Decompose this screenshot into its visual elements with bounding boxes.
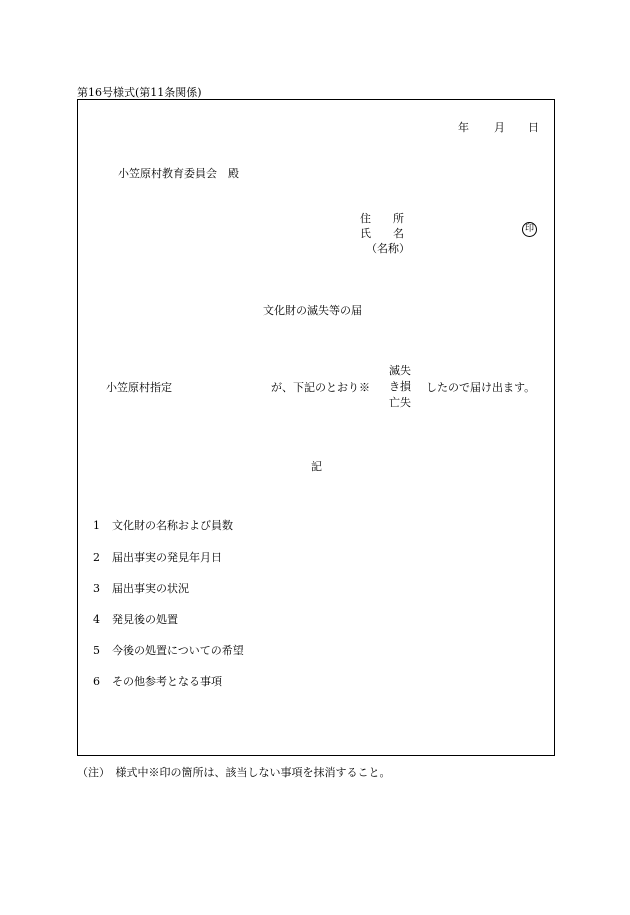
item-text: 届出事実の状況 xyxy=(112,582,189,595)
list-item xyxy=(93,611,178,627)
document-title: 文化財の滅失等の届 xyxy=(263,304,362,317)
item-number: 5 xyxy=(93,644,100,657)
item-number: 2 xyxy=(93,551,100,564)
list-item xyxy=(93,673,222,689)
footnote: （注） 様式中※印の箇所は、該当しない事項を抹消すること。 xyxy=(77,766,391,779)
item-number: 6 xyxy=(93,675,100,688)
date-year: 年 xyxy=(458,121,469,134)
name-label: 氏 名 xyxy=(360,227,404,240)
item-number: 3 xyxy=(93,582,100,595)
item-text: 発見後の処置 xyxy=(112,613,178,626)
list-item xyxy=(93,517,233,533)
seal-mark: 印 xyxy=(522,222,537,237)
date-month: 月 xyxy=(494,121,505,134)
addressee: 小笠原村教育委員会 殿 xyxy=(118,167,239,180)
address-label: 住 所 xyxy=(360,212,404,225)
item-text: 届出事実の発見年月日 xyxy=(112,551,222,564)
date-day: 日 xyxy=(528,121,539,134)
option-list xyxy=(389,363,411,411)
item-number: 4 xyxy=(93,613,100,626)
form-number: 第16号様式(第11条関係) xyxy=(77,86,202,99)
list-item xyxy=(93,580,189,596)
ki-heading: 記 xyxy=(311,460,322,473)
body-ending: したので届け出ます。 xyxy=(426,381,536,394)
option-damage: き損 xyxy=(389,380,411,393)
designation: 小笠原村指定 xyxy=(106,381,172,394)
list-item xyxy=(93,549,222,565)
item-text: その他参考となる事項 xyxy=(112,675,222,688)
name-sub-label: （名称） xyxy=(366,242,410,255)
list-item xyxy=(93,642,244,658)
connector-text: が、下記のとおり※ xyxy=(271,381,370,394)
option-missing: 亡失 xyxy=(389,396,411,409)
item-text: 今後の処置についての希望 xyxy=(112,644,244,657)
item-number: 1 xyxy=(93,519,100,532)
item-text: 文化財の名称および員数 xyxy=(112,519,233,532)
option-loss: 滅失 xyxy=(389,364,411,377)
